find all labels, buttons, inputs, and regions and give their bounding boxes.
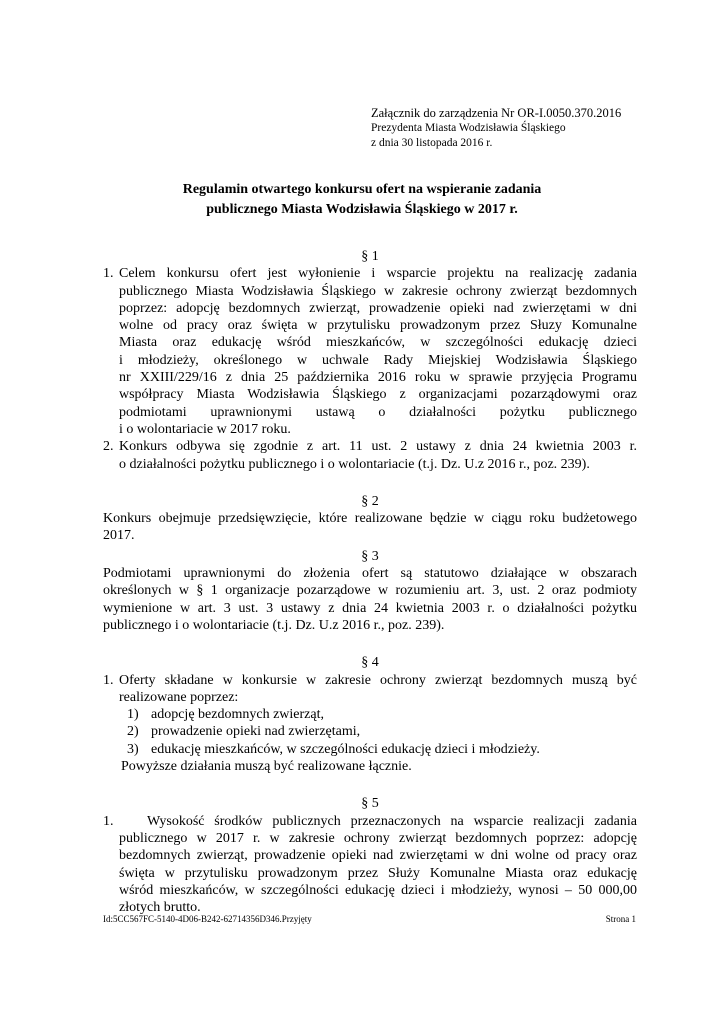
sub-item-text: adopcję bezdomnych zwierząt, — [151, 707, 324, 723]
sub-item-text: edukację mieszkańców, w szczególności edukację dzieci i młodzieży. — [151, 741, 540, 757]
attachment-line-2: Prezydenta Miasta Wodzisławia Śląskiego — [371, 122, 566, 134]
attachment-header — [371, 106, 621, 151]
sub-item-number: 3) — [127, 741, 139, 757]
text-line: podmiotami uprawnionymi ustawą o działalności pożytku publicznego — [119, 404, 637, 420]
sub-list-item — [127, 741, 637, 758]
list-item — [103, 265, 637, 438]
attachment-line-1: Załącznik do zarządzenia Nr OR-I.0050.370.2016 — [371, 106, 622, 120]
text-line: wolne od pracy oraz święta w przytulisku prowadzonym przez Słuzy Komunalne — [119, 318, 637, 334]
attachment-line-3: z dnia 30 listopada 2016 r. — [371, 137, 493, 149]
text-line: święta w przytulisku prowadzonym przez Służy Komunalne Miasta oraz edukację — [119, 865, 637, 881]
text-line: o działalności pożytku publicznego i o wolontariacie (t.j. Dz. U.z 2016 r., poz. 239). — [119, 456, 590, 472]
section-heading: § 2 — [361, 493, 379, 509]
text-line: Celem konkursu ofert jest wyłonienie i wsparcie projektu na realizację zadania — [119, 266, 637, 282]
text-line: publicznego i o wolontariacie (t.j. Dz. U.z 2016 r., poz. 239). — [103, 617, 445, 633]
document-title — [100, 180, 624, 220]
text-line: publicznego w 2017 r. w zakresie ochrony zwierząt bezdomnych poprzez: adopcję — [119, 830, 637, 846]
text-line: bezdomnych zwierząt, prowadzenie opieki nad zwierzętami w dni wolne od pracy oraz — [119, 848, 637, 864]
text-line: wśród mieszkańców, w szczególności edukację dzieci i młodzieży, wynosi – 50 000,00 — [119, 882, 637, 898]
text-line: współpracy Miasta Wodzisławia Śląskiego z organizacjami pozarządowymi oraz — [119, 387, 637, 403]
text-line: poprzez: adopcję bezdomnych zwierząt, prowadzenie opieki nad zwierzętami w dni — [119, 300, 637, 316]
text-line: Oferty składane w konkursie w zakresie ochrony zwierząt bezdomnych muszą być — [119, 672, 637, 688]
sub-list — [103, 706, 637, 758]
text-line: złotych brutto. — [119, 900, 201, 916]
sub-list-item — [127, 706, 637, 723]
text-line: Konkurs obejmuje przedsięwzięcie, które realizowane będzie w ciągu roku budżetowego — [103, 511, 637, 527]
text-line: Konkurs odbywa się zgodnie z art. 11 ust. 2 ustawy z dnia 24 kwietnia 2003 r. — [119, 439, 637, 455]
sub-item-number: 1) — [127, 707, 139, 723]
title-line-2: publicznego Miasta Wodzisławia Śląskiego w 2017 r. — [206, 202, 518, 217]
sub-item-number: 2) — [127, 724, 139, 740]
title-line-1: Regulamin otwartego konkursu ofert na wspieranie zadania — [182, 182, 542, 197]
text-line: publicznego Miasta Wodzisławia Śląskiego w zakresie ochrony zwierząt bezdomnych — [119, 283, 637, 299]
text-line: realizowane poprzez: — [119, 689, 239, 705]
text-line: 2017. — [103, 528, 135, 544]
text-line: i o wolontariacie w 2017 roku. — [119, 421, 291, 437]
section-heading: § 5 — [361, 796, 379, 812]
list-item — [103, 813, 637, 917]
list-item — [103, 672, 637, 707]
item-number: 1. — [103, 672, 114, 688]
section-heading: § 3 — [361, 548, 379, 564]
sub-item-text: prowadzenie opieki nad zwierzętami, — [151, 724, 361, 740]
closing-text: Powyższe działania muszą być realizowane łącznie. — [121, 759, 412, 775]
text-line: Miasta oraz edukację wśród mieszkańców, w szczególności edukację dzieci — [119, 335, 637, 351]
item-number: 2. — [103, 439, 114, 455]
text-line: nr XXIII/229/16 z dnia 25 października 2016 roku w sprawie przyjęcia Programu — [119, 370, 637, 386]
text-line: i młodzieży, określonego w uchwale Rady Miejskiej Wodzisławia Śląskiego — [119, 352, 637, 368]
item-number: 1. — [103, 266, 114, 282]
text-line: wymienione w art. 3 ust. 3 ustawy z dnia 24 kwietnia 2003 r. o działalności pożytku — [103, 600, 637, 616]
text-line: określonych w § 1 organizacje pozarządowe w rozumieniu art. 3, ust. 2 oraz podmioty — [103, 583, 637, 599]
section-heading: § 4 — [361, 655, 379, 671]
list-item — [103, 438, 637, 473]
text-line: Wysokość środków publicznych przeznaczonych na wsparcie realizacji zadania — [147, 813, 637, 829]
item-number: 1. — [103, 813, 114, 829]
document-body — [103, 248, 637, 916]
page-number: Strona 1 — [605, 914, 636, 924]
text-line: Podmiotami uprawnionymi do złożenia ofert są statutowo działające w obszarach — [103, 566, 637, 582]
sub-list-item — [127, 723, 637, 740]
section-heading: § 1 — [361, 249, 379, 264]
document-id: Id:5CC567FC-5140-4D06-B242-62714356D346.Przyjęty — [103, 914, 312, 924]
